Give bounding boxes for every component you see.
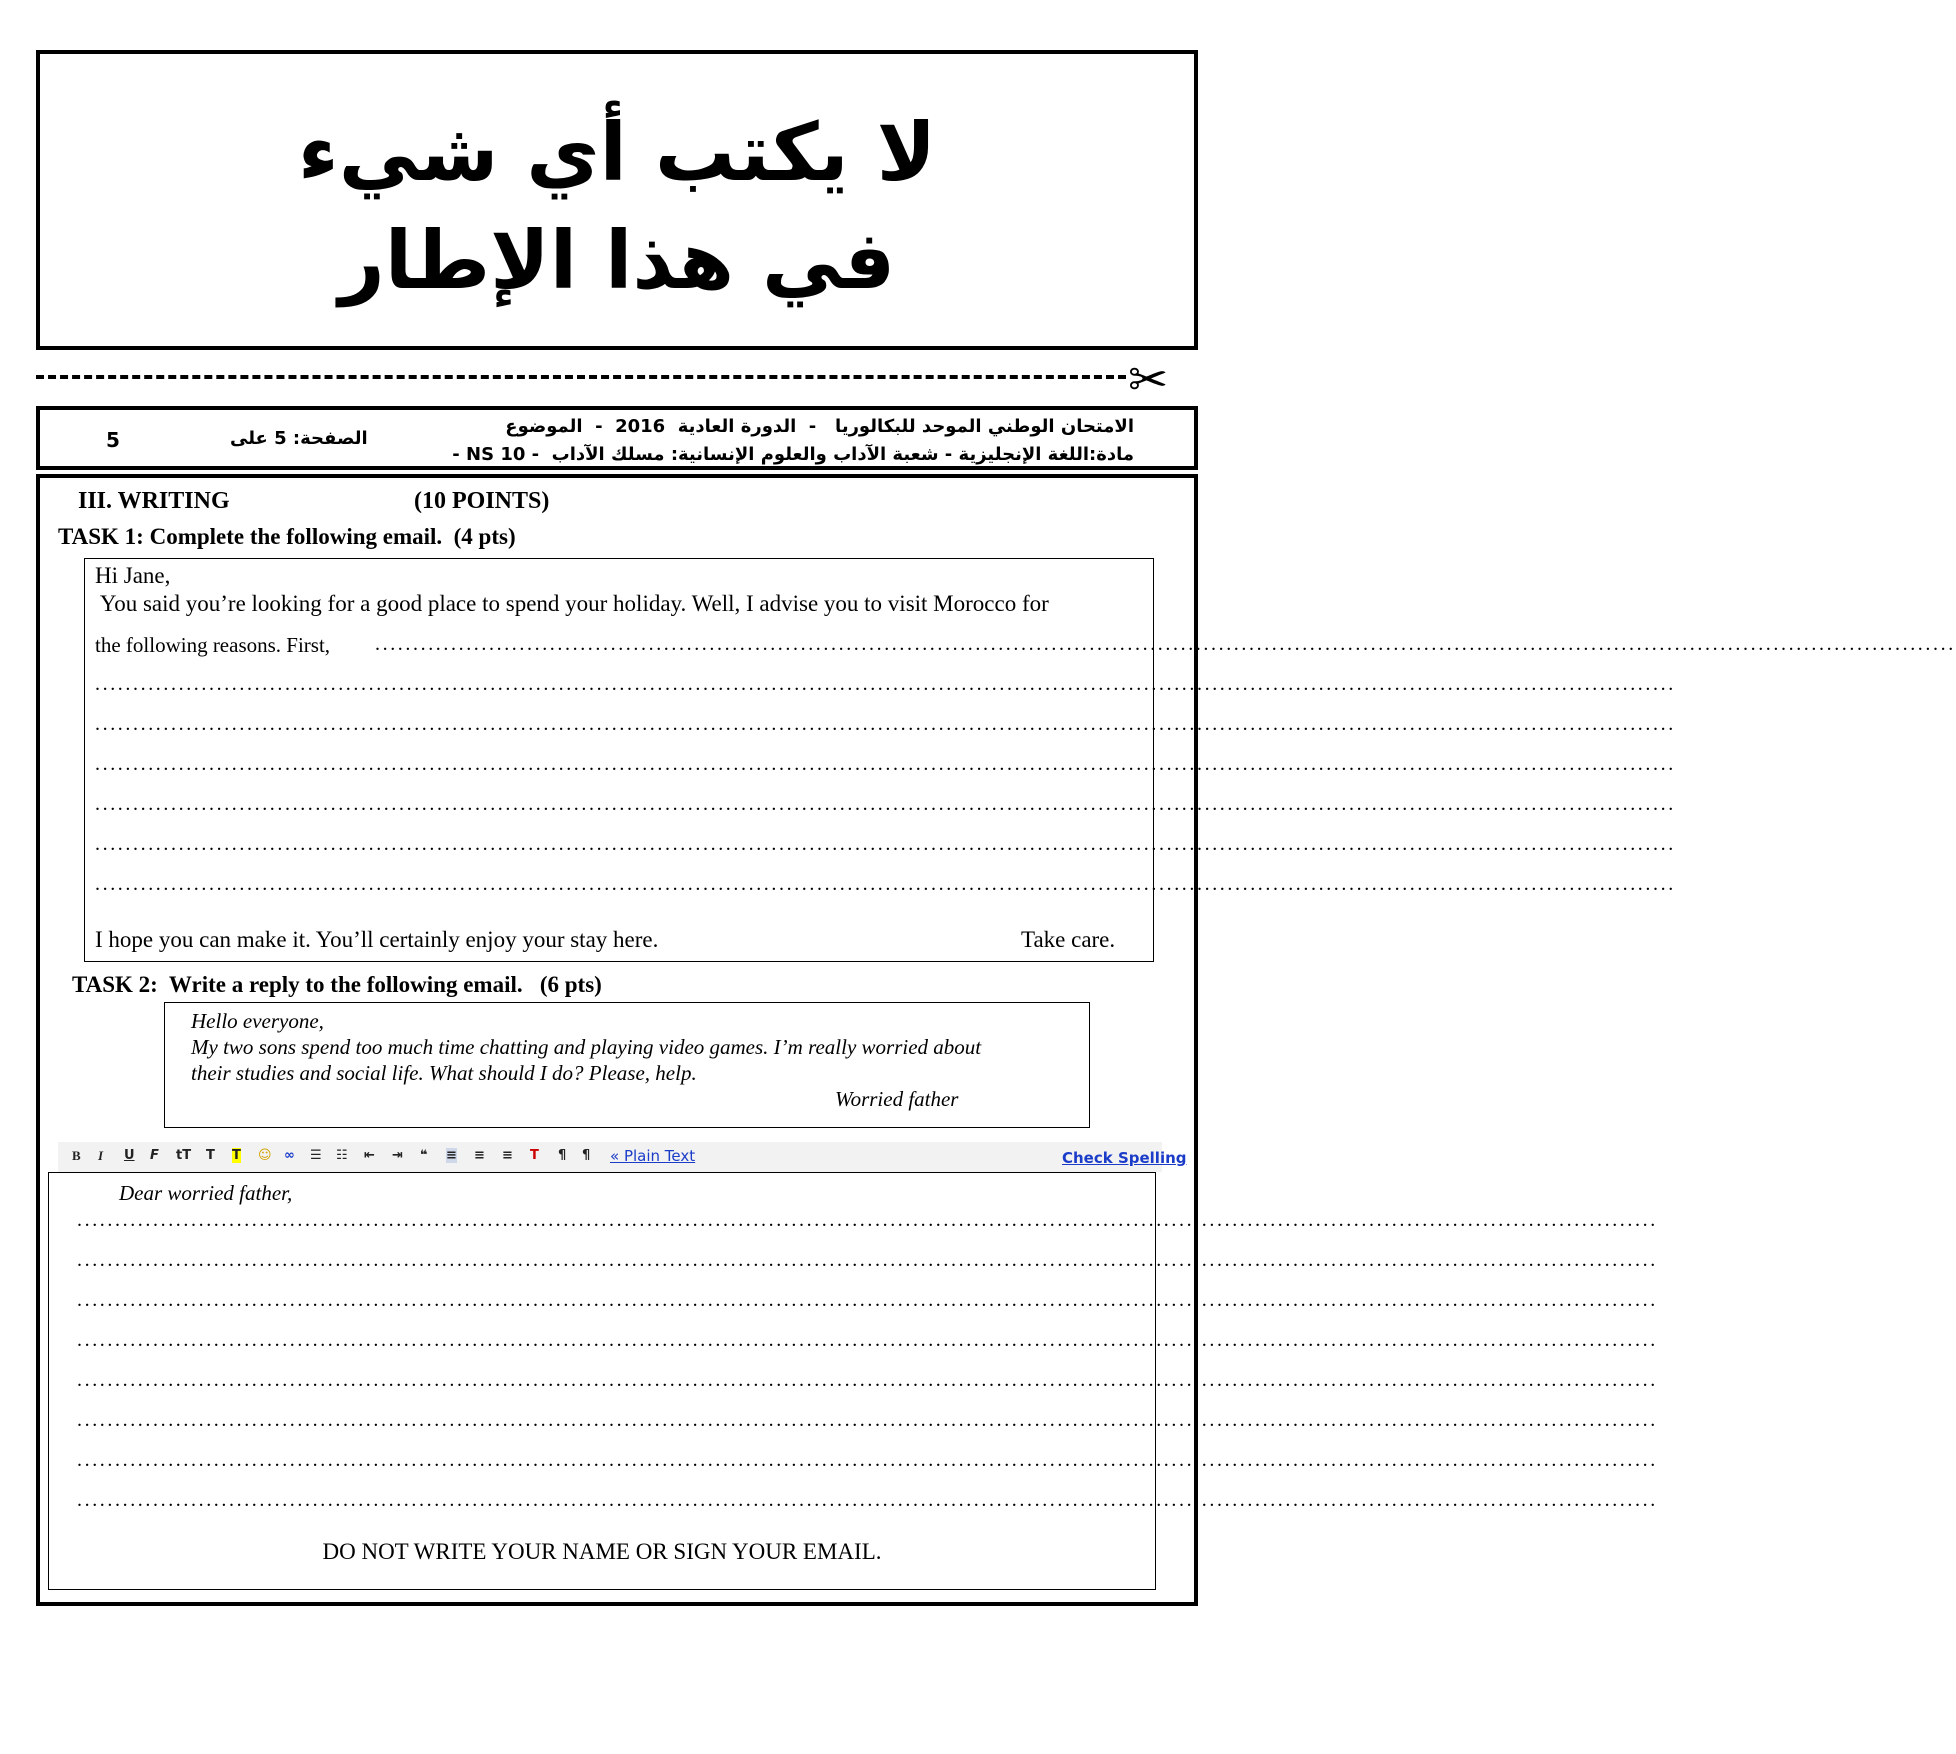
- task2-write-line[interactable]: ................................................................................................................................................................................................................: [77, 1409, 1658, 1431]
- task1-write-line[interactable]: ................................................................................................................................................................................................................: [95, 713, 1676, 735]
- page-label: الصفحة: 5 على: [230, 428, 368, 449]
- task2-write-line[interactable]: ................................................................................................................................................................................................................: [77, 1449, 1658, 1471]
- writing-section: [36, 474, 1956, 1606]
- align-left-icon[interactable]: ≡: [446, 1148, 457, 1163]
- task1-closing: I hope you can make it. You’ll certainly enjoy your stay here.: [95, 927, 659, 952]
- numbered-list-icon[interactable]: ☰: [310, 1148, 322, 1163]
- exam-header: [36, 406, 1198, 470]
- underline-icon[interactable]: U: [124, 1148, 135, 1163]
- align-center-icon[interactable]: ≡: [474, 1148, 485, 1163]
- editor-toolbar: [58, 1142, 1187, 1172]
- scissors-icon: ✂: [1128, 352, 1169, 408]
- check-spelling-link[interactable]: Check Spelling: [1062, 1149, 1187, 1167]
- task2-write-line[interactable]: ................................................................................................................................................................................................................: [77, 1489, 1658, 1511]
- do-not-write-box: [36, 50, 1198, 350]
- outdent-icon[interactable]: ⇤: [364, 1148, 375, 1163]
- notice-line-1: لا يكتب أي شيء: [297, 106, 937, 199]
- task1-email-box: [84, 558, 1956, 962]
- task1-write-line[interactable]: ................................................................................................................................................................................................................: [95, 833, 1676, 855]
- task1-write-line[interactable]: ................................................................................................................................................................................................................: [95, 793, 1676, 815]
- align-right-icon[interactable]: ≡: [502, 1148, 513, 1163]
- plain-text-link[interactable]: « Plain Text: [610, 1147, 696, 1165]
- task1-write-line[interactable]: ................................................................................................................................................................................................................: [95, 753, 1676, 775]
- task2-instruction: DO NOT WRITE YOUR NAME OR SIGN YOUR EMAIL.: [322, 1539, 882, 1564]
- task1-heading: TASK 1: Complete the following email. (4 pts): [58, 524, 516, 549]
- link-icon[interactable]: ∞: [284, 1148, 295, 1163]
- quote-icon[interactable]: ❝: [420, 1148, 428, 1163]
- task2-write-line[interactable]: ................................................................................................................................................................................................................: [77, 1289, 1658, 1311]
- highlight-icon[interactable]: T: [232, 1148, 241, 1163]
- ltr-icon[interactable]: ¶: [558, 1148, 567, 1163]
- section-title: III. WRITING: [78, 488, 230, 514]
- emoji-icon[interactable]: ☺: [258, 1148, 272, 1163]
- task2-write-line[interactable]: ................................................................................................................................................................................................................: [77, 1209, 1658, 1231]
- task1-write-line[interactable]: ................................................................................................................................................................................................................: [95, 673, 1676, 695]
- task2-heading: TASK 2: Write a reply to the following email. (6 pts): [72, 972, 602, 997]
- cut-line: [36, 375, 1126, 379]
- task2-email-line1: My two sons spend too much time chatting and playing video games. I’m really worried about: [191, 1035, 982, 1059]
- task1-write-line[interactable]: ................................................................................................................................................................................................................: [95, 873, 1676, 895]
- italic-icon[interactable]: I: [98, 1148, 104, 1163]
- indent-icon[interactable]: ⇥: [392, 1148, 403, 1163]
- task2-reply-greeting: Dear worried father,: [119, 1181, 293, 1205]
- remove-format-icon[interactable]: T: [530, 1148, 539, 1163]
- font-size-icon[interactable]: tT: [176, 1148, 192, 1163]
- exam-subject-line: مادة:اللغة الإنجليزية - شعبة الآداب والعلوم الإنسانية: مسلك الآداب - NS 10 -: [452, 444, 1134, 465]
- task1-line2: the following reasons. First,: [95, 633, 336, 657]
- bullet-list-icon[interactable]: ☷: [336, 1148, 348, 1163]
- task1-greeting: Hi Jane,: [95, 563, 171, 588]
- rtl-icon[interactable]: ¶: [582, 1148, 591, 1163]
- task2-email-box: [164, 1002, 1090, 1128]
- task2-reply-box: [48, 1172, 1658, 1590]
- task2-write-line[interactable]: ................................................................................................................................................................................................................: [77, 1329, 1658, 1351]
- section-points: (10 POINTS): [414, 488, 550, 514]
- task2-write-line[interactable]: ................................................................................................................................................................................................................: [77, 1249, 1658, 1271]
- exam-title-line: الامتحان الوطني الموحد للبكالوريا - الدورة العادية 2016 - الموضوع: [505, 416, 1134, 437]
- task1-line1: You said you’re looking for a good place to spend your holiday. Well, I advise you to visit Morocco for: [95, 591, 1049, 616]
- notice-line-2: في هذا الإطار: [338, 214, 896, 307]
- task2-email-line2: their studies and social life. What should I do? Please, help.: [191, 1061, 697, 1085]
- task2-email-greeting: Hello everyone,: [191, 1009, 324, 1033]
- task2-email-signature: Worried father: [835, 1087, 959, 1111]
- task2-write-line[interactable]: ................................................................................................................................................................................................................: [77, 1369, 1658, 1391]
- task1-write-line[interactable]: ................................................................................................................................................................................................................: [375, 633, 1956, 655]
- text-color-icon[interactable]: T: [206, 1148, 215, 1163]
- total-pages: 5: [106, 428, 120, 452]
- task1-signoff: Take care.: [1021, 927, 1116, 952]
- font-icon[interactable]: F: [150, 1148, 159, 1163]
- bold-icon[interactable]: B: [72, 1148, 81, 1163]
